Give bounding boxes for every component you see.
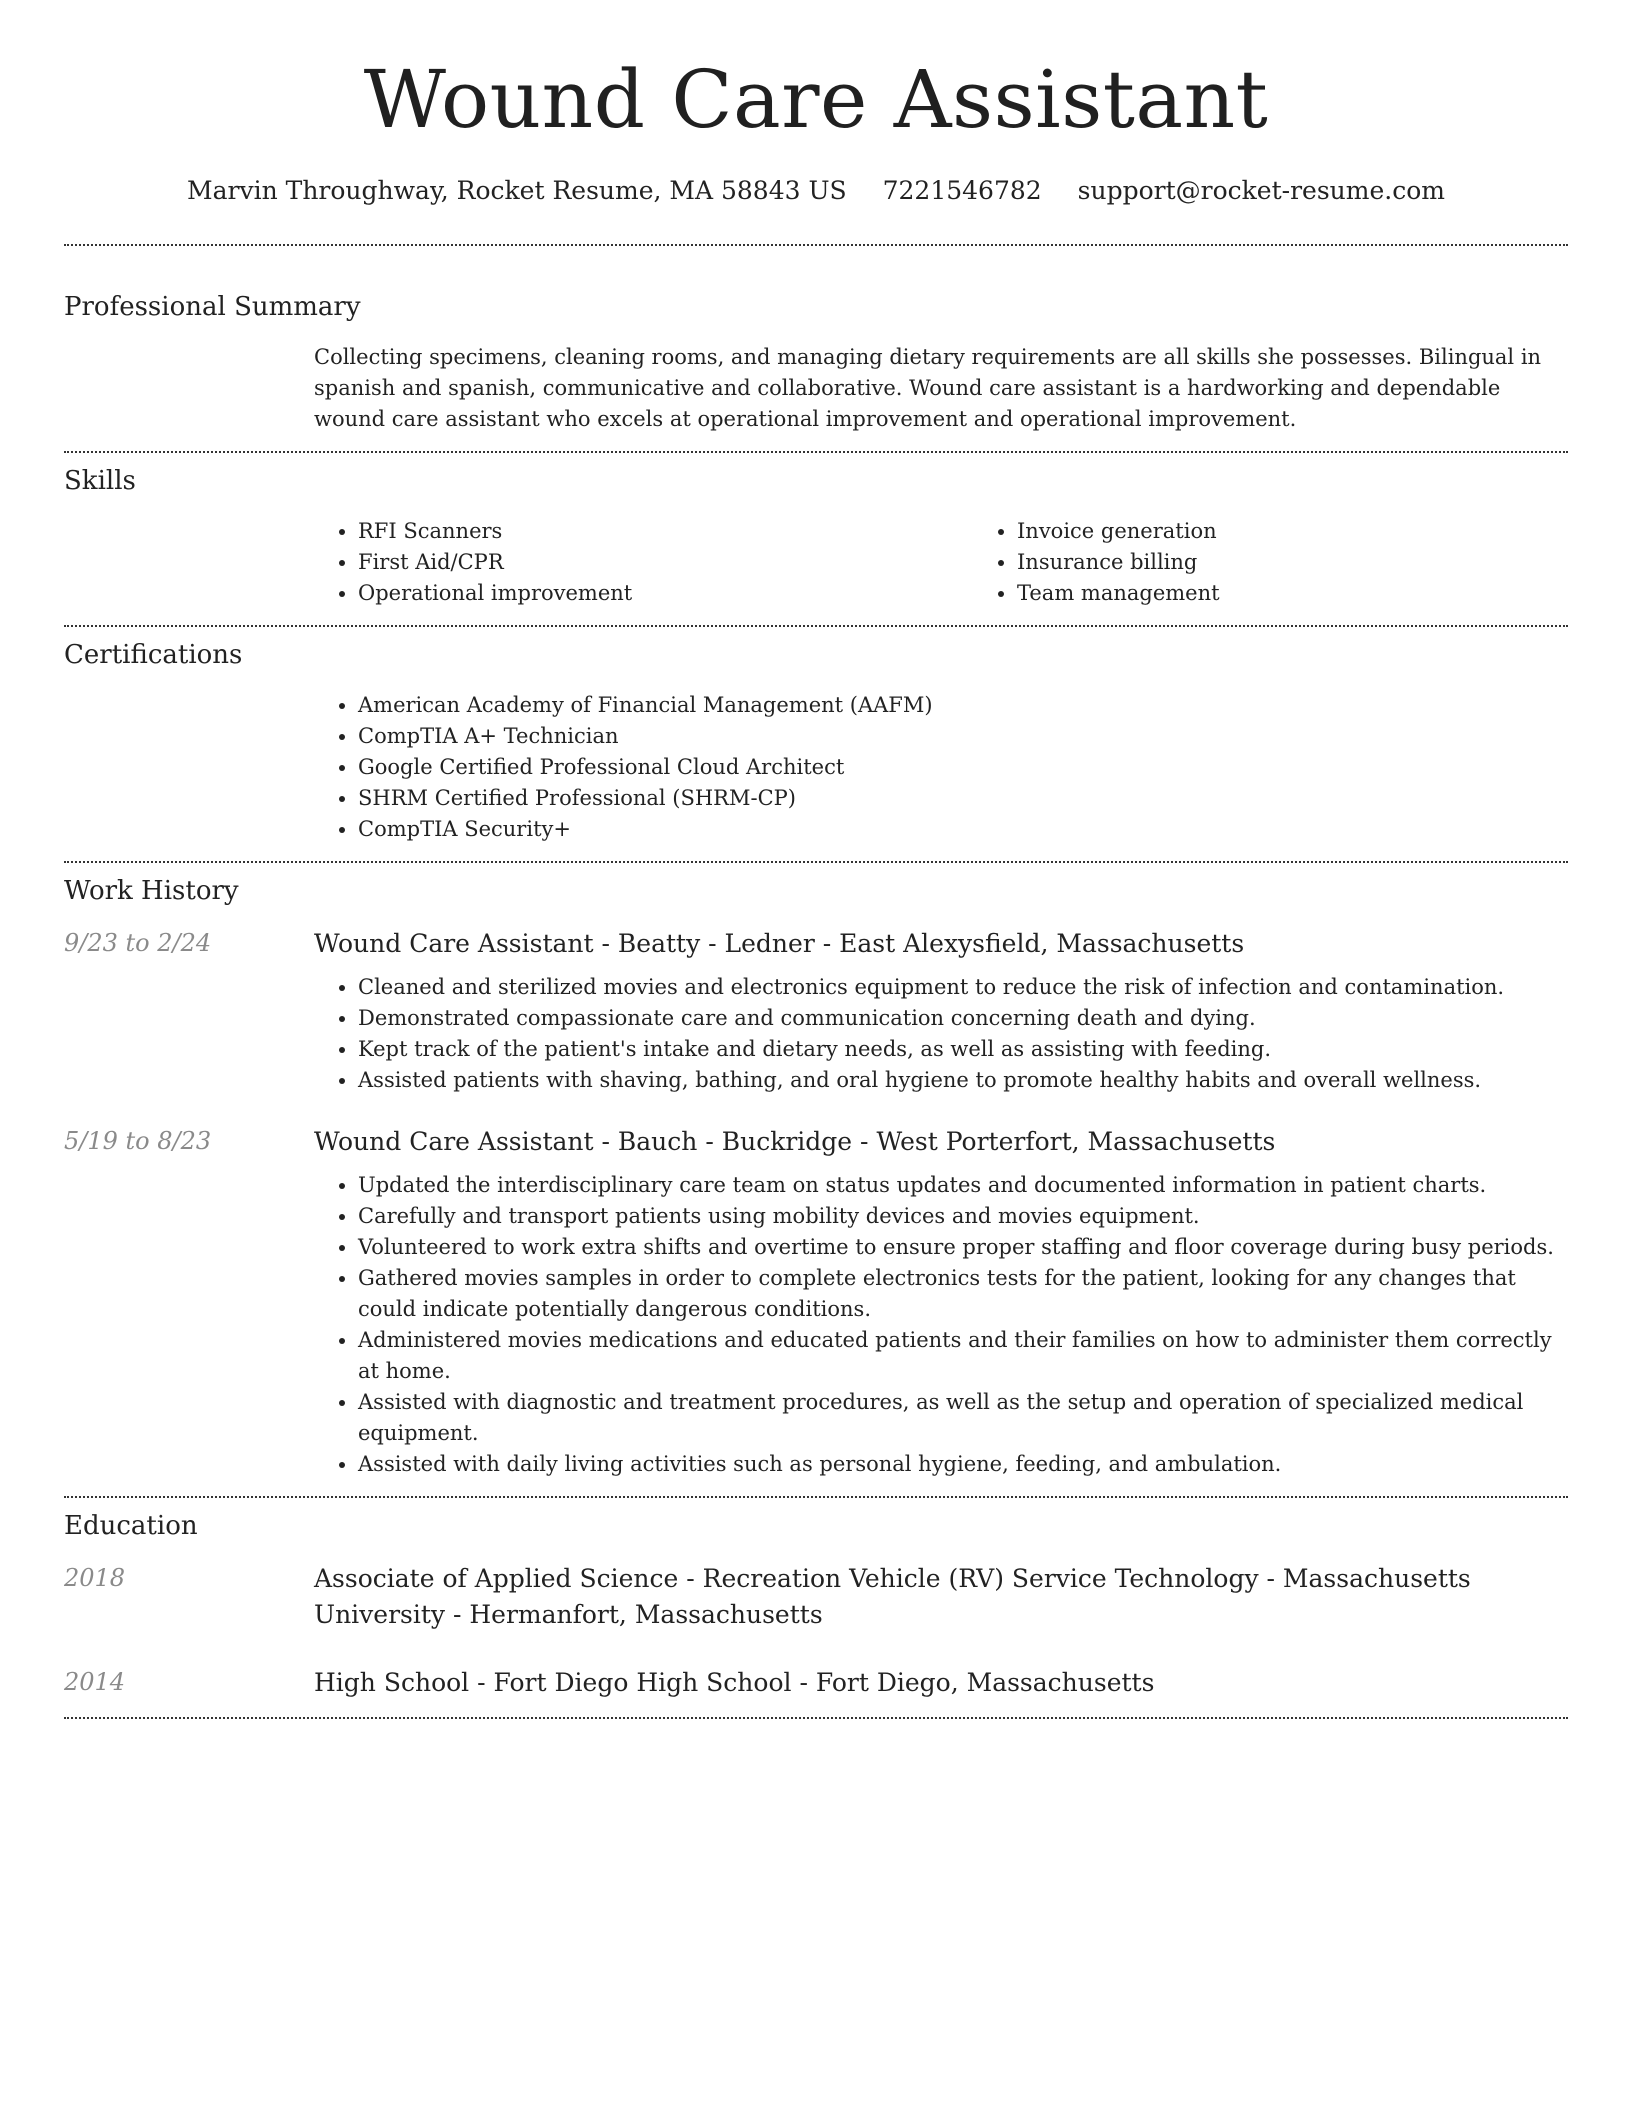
skill-item: • Insurance billing: [1017, 547, 1632, 578]
job-entry: [64, 926, 1568, 1096]
job-bullet: • Kept track of the patient's intake and dietary needs, as well as assisting with feeding.: [358, 1034, 1568, 1065]
job-bullet: • Carefully and transport patients using mobility devices and movies equipment.: [358, 1201, 1568, 1232]
skill-item: • RFI Scanners: [358, 516, 973, 547]
skill-item: • Invoice generation: [1017, 516, 1632, 547]
section-divider: [64, 625, 1568, 627]
education-year: 2018: [64, 1564, 126, 1592]
certification-item: • SHRM Certified Professional (SHRM-CP): [358, 783, 1568, 814]
certifications-list: [314, 690, 1568, 845]
skills-section: [64, 464, 1568, 609]
job-bullet: • Assisted with daily living activities such as personal hygiene, feeding, and ambulation.: [358, 1449, 1568, 1480]
education-year: 2014: [64, 1668, 126, 1696]
job-bullets: [314, 972, 1568, 1096]
job-bullet: • Assisted patients with shaving, bathing, and oral hygiene to promote healthy habits and overall wellness.: [358, 1065, 1568, 1096]
job-bullet: • Volunteered to work extra shifts and overtime to ensure proper staffing and floor coverage during busy periods.: [358, 1232, 1568, 1263]
skill-item: • Team management: [1017, 578, 1632, 609]
contact-line: [64, 174, 1568, 208]
skills-list-right: [973, 516, 1632, 609]
summary-text: Collecting specimens, cleaning rooms, and managing dietary requirements are all skills she possesses. Bilingual in spanish and spanish, communicative and collaborative. Wound care assistant is a hardworking and dependable wound care assistant who excels at operational improvement and operational improvement.: [314, 345, 1542, 431]
job-entry: [64, 1124, 1568, 1480]
section-divider: [64, 861, 1568, 863]
contact-email: support@rocket-resume.com: [1077, 176, 1445, 205]
education-heading: Education: [64, 1511, 198, 1541]
education-title: Associate of Applied Science - Recreation Vehicle (RV) Service Technology - Massachusetts University - Hermanfort, Massachusetts: [314, 1564, 1471, 1629]
resume-page: [64, 0, 1568, 1719]
skill-item: • First Aid/CPR: [358, 547, 973, 578]
work-history-heading: Work History: [64, 876, 239, 906]
section-divider: [64, 1717, 1568, 1719]
summary-section: [64, 290, 1568, 435]
job-bullet: • Gathered movies samples in order to complete electronics tests for the patient, looking for any changes that could indicate potentially dangerous conditions.: [358, 1263, 1568, 1325]
job-bullet: • Updated the interdisciplinary care team on status updates and documented information in patient charts.: [358, 1170, 1568, 1201]
section-divider: [64, 1496, 1568, 1498]
job-bullet: • Administered movies medications and educated patients and their families on how to administer them correctly at home.: [358, 1325, 1568, 1387]
summary-heading: Professional Summary: [64, 292, 361, 322]
education-entry: [64, 1561, 1568, 1633]
job-title: Wound Care Assistant - Beatty - Ledner - East Alexysfield, Massachusetts: [314, 929, 1245, 958]
work-history-section: [64, 874, 1568, 1480]
skills-heading: Skills: [64, 466, 136, 496]
job-bullet: • Demonstrated compassionate care and communication concerning death and dying.: [358, 1003, 1568, 1034]
job-dates: 9/23 to 2/24: [64, 929, 212, 957]
job-dates: 5/19 to 8/23: [64, 1127, 212, 1155]
section-divider: [64, 451, 1568, 453]
contact-phone: 7221546782: [882, 176, 1042, 205]
certification-item: • CompTIA A+ Technician: [358, 721, 1568, 752]
education-title: High School - Fort Diego High School - Fort Diego, Massachusetts: [314, 1668, 1155, 1697]
education-section: [64, 1509, 1568, 1701]
contact-address: Marvin Throughway, Rocket Resume, MA 58843 US: [187, 176, 847, 205]
section-divider: [64, 244, 1568, 246]
skills-list-left: [314, 516, 973, 609]
skill-item: • Operational improvement: [358, 578, 973, 609]
job-bullet: • Cleaned and sterilized movies and electronics equipment to reduce the risk of infection and contamination.: [358, 972, 1568, 1003]
certification-item: • CompTIA Security+: [358, 814, 1568, 845]
job-title: Wound Care Assistant - Bauch - Buckridge - West Porterfort, Massachusetts: [314, 1127, 1276, 1156]
certifications-section: [64, 638, 1568, 845]
certification-item: • American Academy of Financial Management (AAFM): [358, 690, 1568, 721]
certification-item: • Google Certified Professional Cloud Architect: [358, 752, 1568, 783]
job-bullets: [314, 1170, 1568, 1480]
education-entry: [64, 1665, 1568, 1701]
job-bullet: • Assisted with diagnostic and treatment procedures, as well as the setup and operation of specialized medical equipment.: [358, 1387, 1568, 1449]
certifications-heading: Certifications: [64, 640, 243, 670]
resume-title: Wound Care Assistant: [363, 53, 1269, 146]
